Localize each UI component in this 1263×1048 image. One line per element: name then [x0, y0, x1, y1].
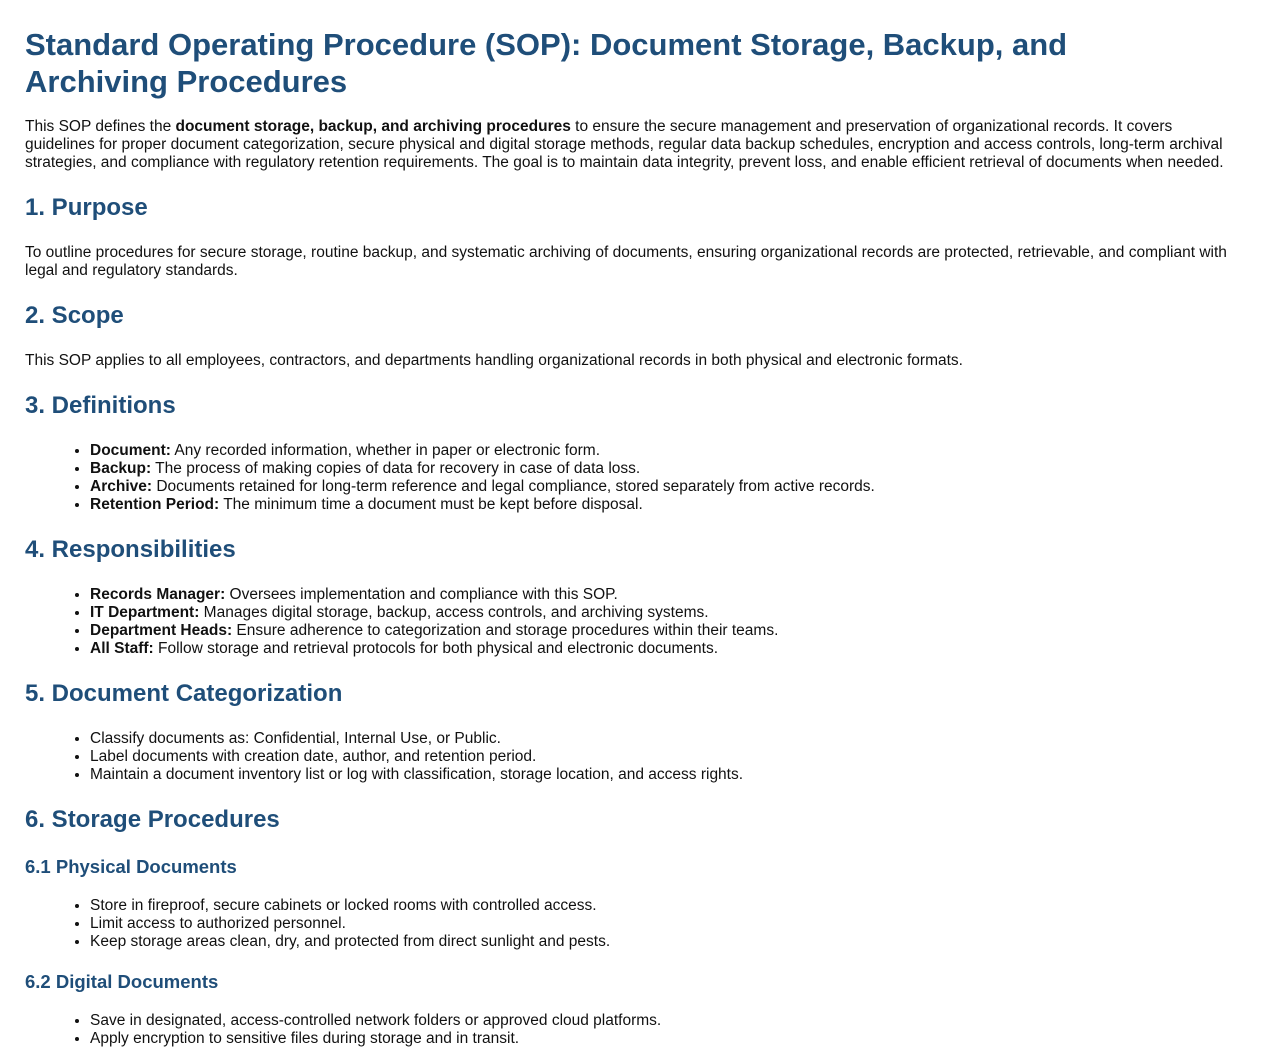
intro-after: to ensure the secure management and preservation of organizational records. It covers guidelines for proper document categorization, secure physical and digital storage methods, regular data backup schedules, encryption and access controls, long-term archival strategies, and compliance with regulatory retention requirements. The goal is to maintain data integrity, prevent loss, and enable efficient retrieval of documents when needed. [25, 118, 1224, 171]
digital-documents-list [25, 1012, 1238, 1048]
scope-heading: 2. Scope [25, 302, 124, 329]
definition-term: Document: [90, 442, 171, 459]
definition-item [90, 442, 1238, 460]
categorization-item: • Maintain a document inventory list or log with classification, storage location, and access rights. [90, 766, 1238, 784]
definition-text: The process of making copies of data for recovery in case of data loss. [151, 460, 641, 477]
digital-documents-heading: 6.2 Digital Documents [25, 971, 219, 992]
intro-bold: document storage, backup, and archiving procedures [175, 118, 571, 135]
digital-item: • Save in designated, access-controlled network folders or approved cloud platforms. [90, 1012, 1238, 1030]
responsibility-role: Department Heads: [90, 622, 233, 639]
definition-text: Any recorded information, whether in paper or electronic form. [170, 442, 600, 459]
responsibility-text: Ensure adherence to categorization and storage procedures within their teams. [232, 622, 779, 639]
definitions-heading: 3. Definitions [25, 392, 176, 419]
physical-item: • Limit access to authorized personnel. [90, 915, 1238, 933]
definition-item [90, 496, 1238, 514]
responsibility-item [90, 622, 1238, 640]
physical-documents-list [25, 897, 1238, 951]
definition-text: The minimum time a document must be kept before disposal. [219, 496, 643, 513]
responsibility-role: All Staff: [90, 640, 154, 657]
scope-text: This SOP applies to all employees, contractors, and departments handling organizational records in both physical and electronic formats. [25, 352, 963, 369]
categorization-heading: 5. Document Categorization [25, 680, 343, 707]
responsibility-text: Manages digital storage, backup, access controls, and archiving systems. [199, 604, 709, 621]
definition-term: Retention Period: [90, 496, 220, 513]
storage-heading: 6. Storage Procedures [25, 806, 280, 833]
responsibility-item [90, 604, 1238, 622]
definition-term: Archive: [90, 478, 153, 495]
purpose-text: To outline procedures for secure storage, routine backup, and systematic archiving of documents, ensuring organizational records are protected, retrievable, and compliant with legal and regulatory standards. [25, 244, 1227, 279]
responsibility-role: IT Department: [90, 604, 200, 621]
responsibility-text: Follow storage and retrieval protocols for both physical and electronic documents. [153, 640, 719, 657]
responsibility-role: Records Manager: [90, 586, 226, 603]
categorization-item: • Label documents with creation date, author, and retention period. [90, 748, 1238, 766]
responsibility-item [90, 586, 1238, 604]
definition-term: Backup: [90, 460, 152, 477]
purpose-heading: 1. Purpose [25, 194, 148, 221]
definition-item [90, 478, 1238, 496]
definition-text: Documents retained for long-term reference and legal compliance, stored separately from active records. [152, 478, 875, 495]
digital-item: • Apply encryption to sensitive files during storage and in transit. [90, 1030, 1238, 1048]
physical-item: • Keep storage areas clean, dry, and protected from direct sunlight and pests. [90, 933, 1238, 951]
intro-before: This SOP defines the [25, 118, 176, 135]
responsibility-item [90, 640, 1238, 658]
page-title: Standard Operating Procedure (SOP): Document Storage, Backup, and Archiving Procedures [25, 27, 1068, 99]
categorization-list [25, 730, 1238, 784]
physical-item: • Store in fireproof, secure cabinets or locked rooms with controlled access. [90, 897, 1238, 915]
responsibility-text: Oversees implementation and compliance with this SOP. [225, 586, 618, 603]
responsibilities-heading: 4. Responsibilities [25, 536, 236, 563]
physical-documents-heading: 6.1 Physical Documents [25, 856, 237, 877]
intro-paragraph [25, 118, 1238, 172]
definition-item [90, 460, 1238, 478]
responsibilities-list [25, 586, 1238, 658]
categorization-item: • Classify documents as: Confidential, Internal Use, or Public. [90, 730, 1238, 748]
definitions-list [25, 442, 1238, 514]
